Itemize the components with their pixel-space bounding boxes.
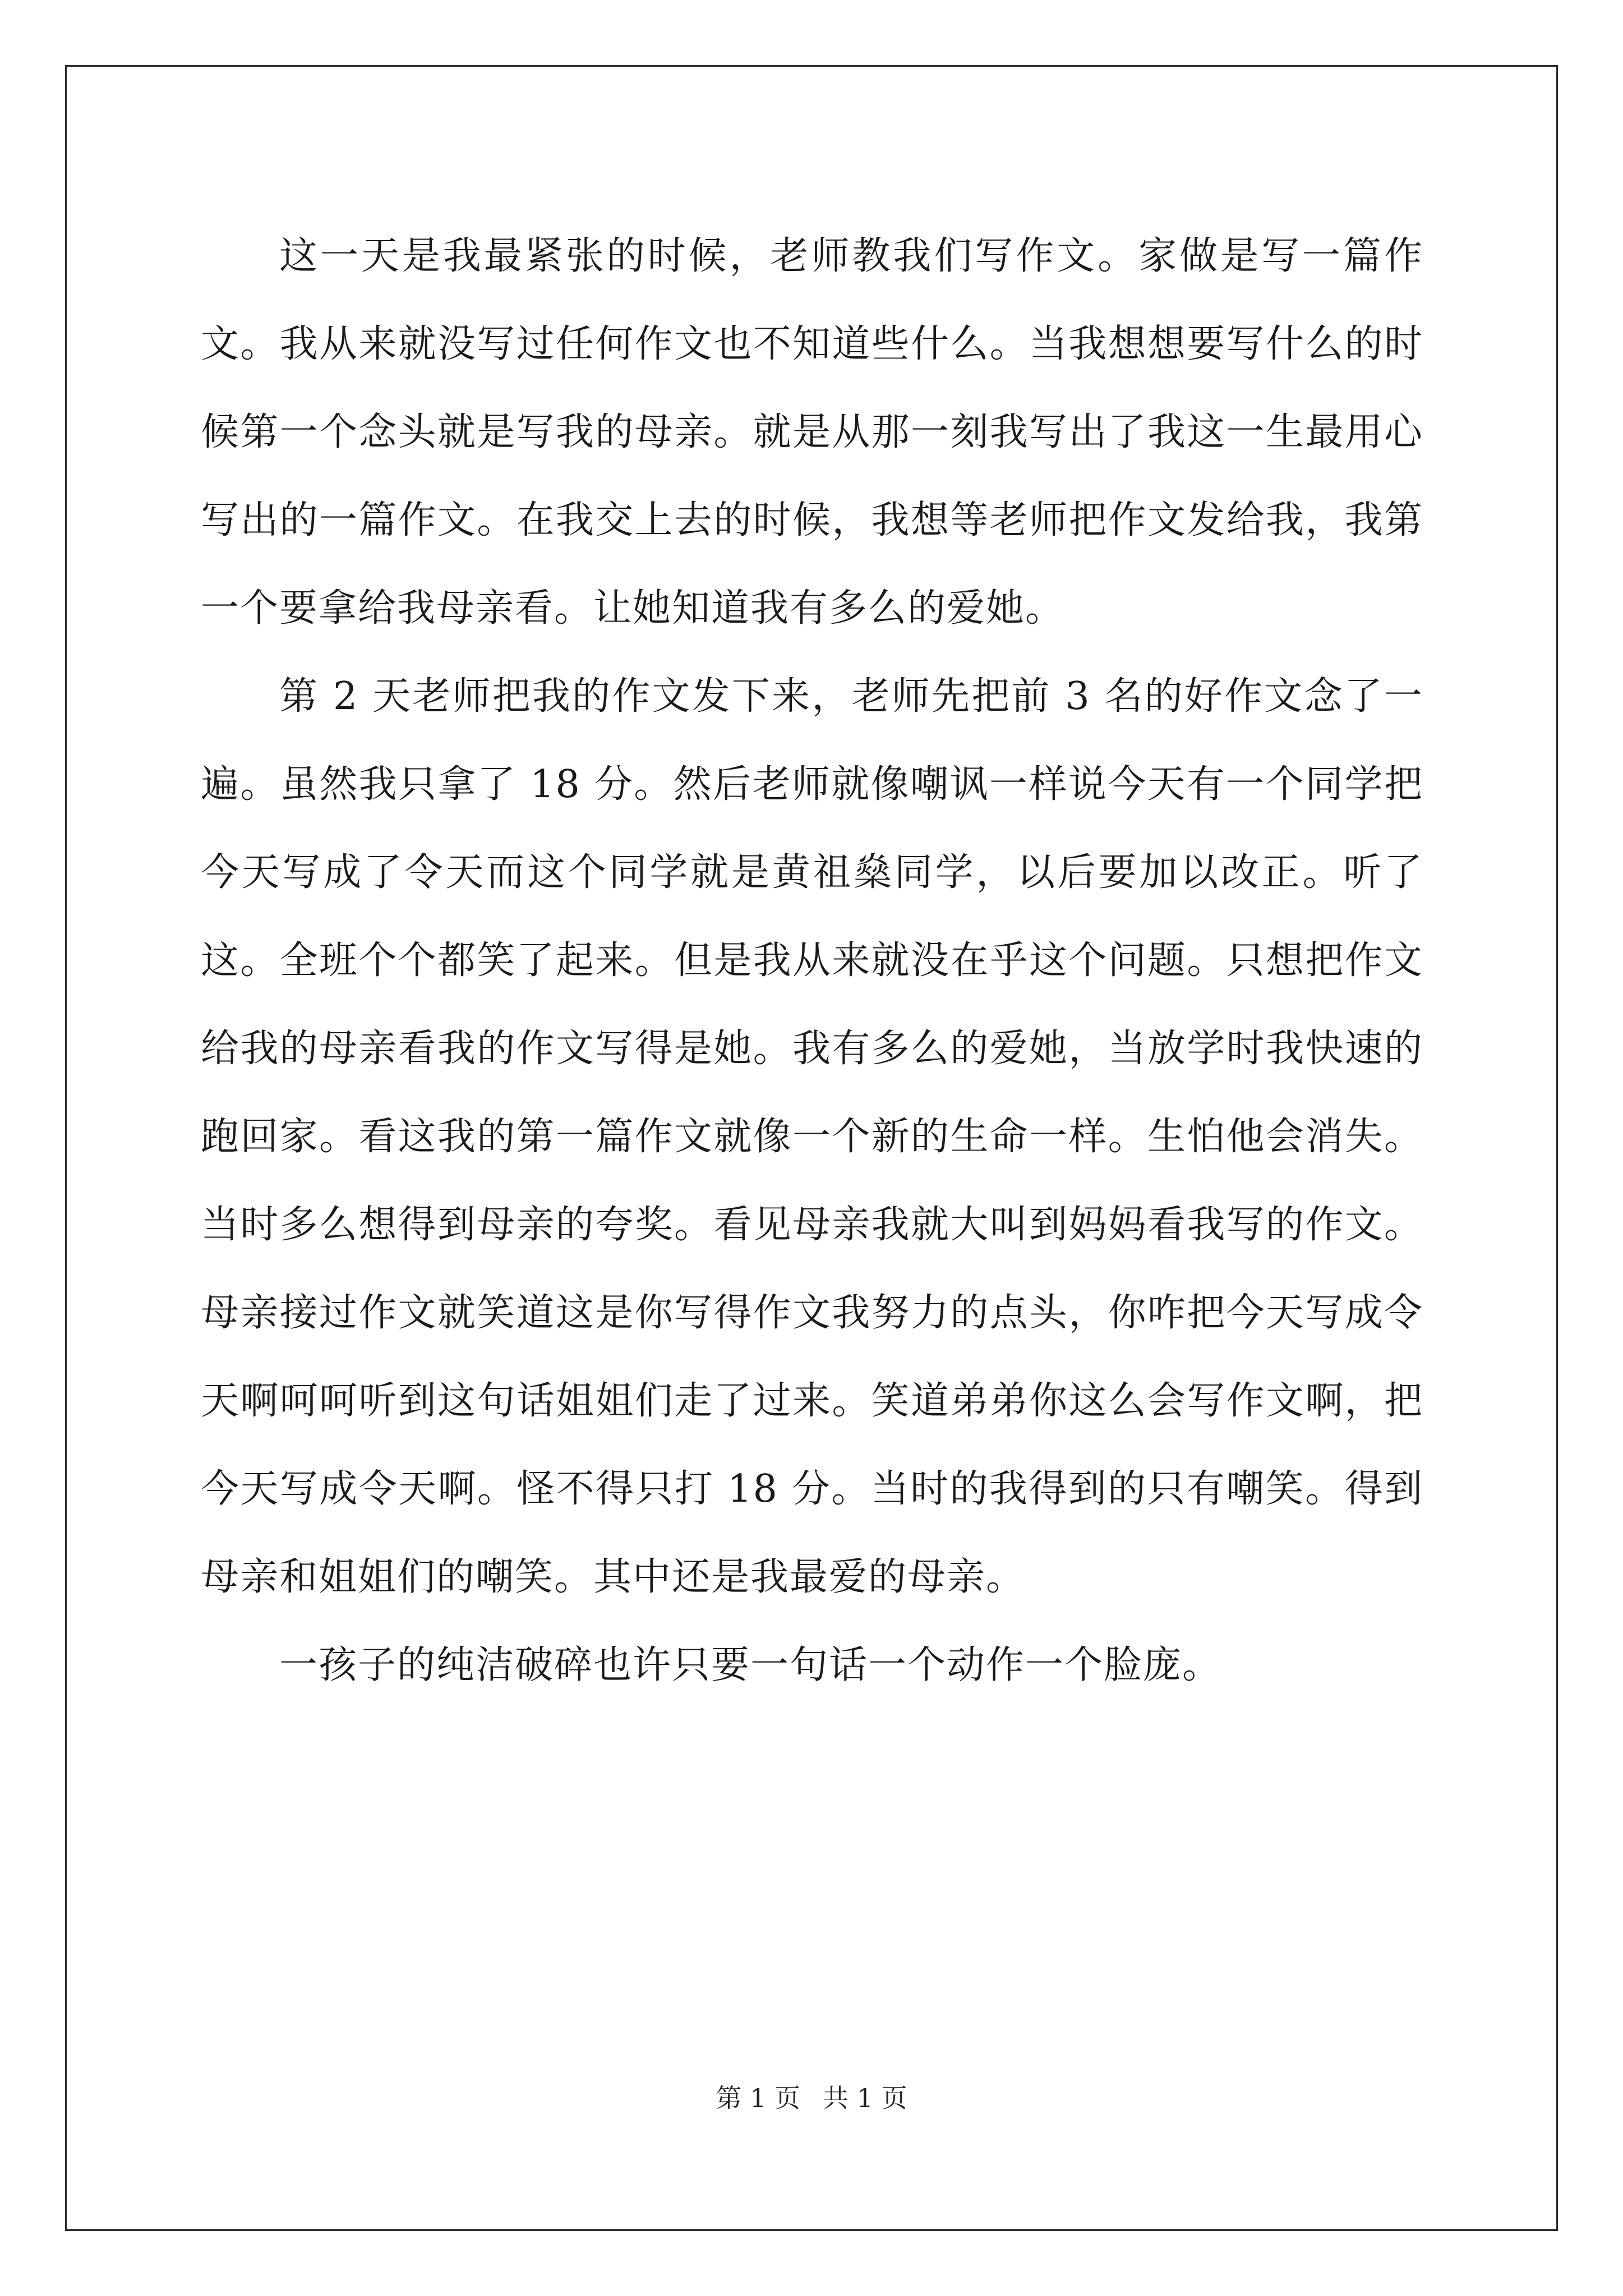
- paragraph-1: 这一天是我最紧张的时候，老师教我们写作文。家做是写一篇作文。我从来就没写过任何作文也不知道些什么。当我想想要写什么的时候第一个念头就是写我的母亲。就是从那一刻我写出了我这一生最用心写出的一篇作文。在我交上去的时候，我想等老师把作文发给我，我第一个要拿给我母亲看。让她知道我有多么的爱她。: [201, 234, 1423, 631]
- page-footer: [0, 2081, 1623, 2115]
- page-number-current: 第 1 页: [716, 2083, 800, 2113]
- paragraph-2: 第 2 天老师把我的作文发下来，老师先把前 3 名的好作文念了一遍。虽然我只拿了 18 分。然后老师就像嘲讽一样说今天有一个同学把今天写成了令天而这个同学就是黄祖燊同学，以后要加以改正。听了这。全班个个都笑了起来。但是我从来就没在乎这个问题。只想把作文给我的母亲看我的作文写得是她。我有多么的爱她，当放学时我快速的跑回家。看这我的第一篇作文就像一个新的生命一样。生怕他会消失。当时多么想得到母亲的夸奖。看见母亲我就大叫到妈妈看我写的作文。母亲接过作文就笑道这是你写得作文我努力的点头，你咋把今天写成令天啊呵呵听到这句话姐姐们走了过来。笑道弟弟你这么会写作文啊，把今天写成令天啊。怪不得只打 18 分。当时的我得到的只有嘲笑。得到母亲和姐姐们的嘲笑。其中还是我最爱的母亲。: [201, 674, 1423, 1599]
- page-number-total: 共 1 页: [823, 2083, 907, 2113]
- document-body: [201, 212, 1423, 1709]
- paragraph-3: 一孩子的纯洁破碎也许只要一句话一个动作一个脸庞。: [279, 1643, 1222, 1687]
